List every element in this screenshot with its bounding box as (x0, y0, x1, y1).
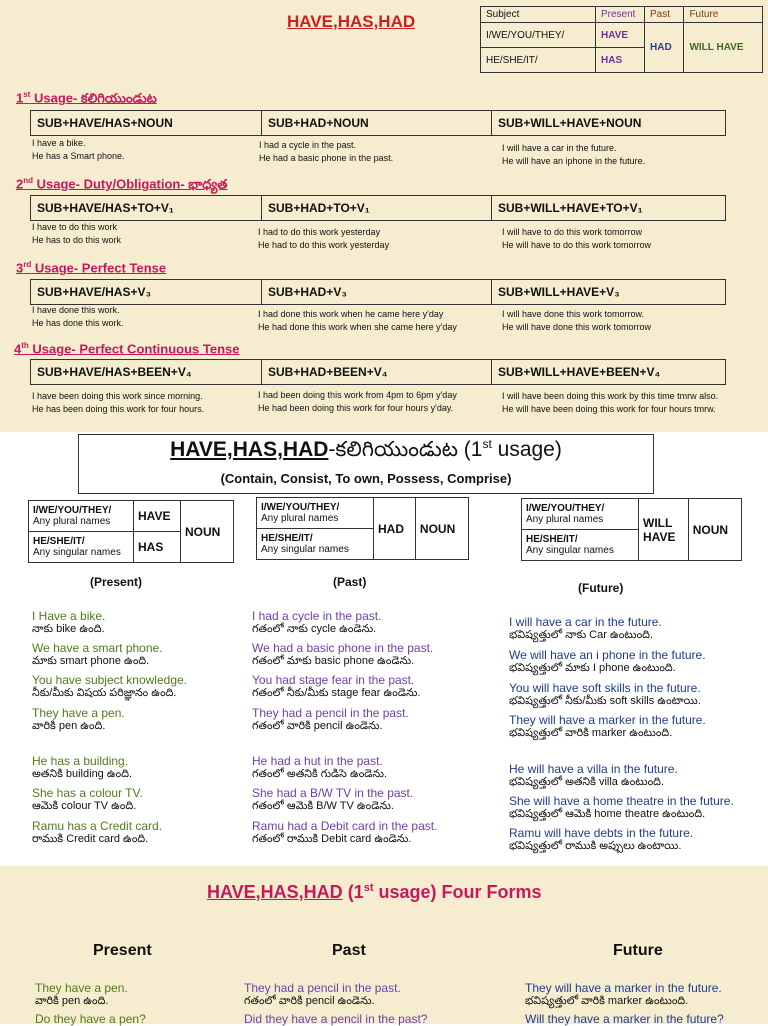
list-item: We had a basic phone in the past. గతంలో మాకు basic phone ఉండెను. (252, 641, 434, 667)
four-forms-future-list: They will have a marker in the future. భవిష్యత్తులో వారికి marker ఉంటుంది. Will they have a marker in the future? (525, 981, 724, 1026)
list-item: She had a B/W TV in the past. గతంలో ఆమెకి B/W TV ఉండెను. (252, 786, 414, 812)
usage-3-formula-present: SUB+HAVE/HAS+V₃ (37, 285, 152, 299)
usage-3-formula-past: SUB+HAD+V₃ (261, 280, 491, 304)
past-label: (Past) (333, 575, 367, 589)
list-item: She has a colour TV. ఆమెకి colour TV ఉంది. (32, 786, 143, 812)
formula-section (0, 0, 768, 432)
usage-3-examples-past: I had done this work when he came here y'day He had done this work when she came here y'day (258, 309, 457, 332)
past-sentences (252, 609, 437, 846)
summary-header-future: Future (684, 7, 763, 23)
usage-4-examples-past: I had been doing this work from 4pm to 6pm y'day He had been doing this work for four hours y'day. (258, 390, 457, 413)
present-pronoun-table: I/WE/YOU/THEY/ Any plural names HAVE NOUN HE/SHE/IT/ Any singular names HAS (28, 500, 234, 563)
usage-1-examples-future: I will have a car in the future. He will have an iphone in the future. (502, 143, 646, 166)
present-label: (Present) (90, 575, 143, 589)
future-sentences (509, 615, 734, 853)
usage-1-formula-past: SUB+HAD+NOUN (261, 111, 491, 135)
usage-2-heading: 2nd Usage- Duty/Obligation- భాధ్యత (16, 176, 228, 192)
usage-2-formula-future: SUB+WILL+HAVE+TO+V₁ (491, 196, 725, 220)
usage-4-examples-future: I will have been doing this work by this time tmrw also. He will have been doing this work for four hours tmrw. (502, 391, 719, 414)
list-item: We have a smart phone. మాకు smart phone ఉంది. (32, 641, 163, 667)
first-usage-subtitle: (Contain, Consist, To own, Possess, Comprise) (220, 471, 512, 486)
usage-4-formula-row (30, 359, 726, 385)
list-item: I Have a bike. నాకు bike ఉంది. (32, 609, 106, 635)
usage-4-formula-past: SUB+HAD+BEEN+V₄ (261, 360, 491, 384)
usage-4-formula-future: SUB+WILL+HAVE+BEEN+V₄ (491, 360, 725, 384)
usage-1-examples-present: I have a bike. He has a Smart phone. (32, 138, 125, 161)
four-forms-future-header: Future (613, 942, 663, 959)
four-forms-present-header: Present (93, 942, 152, 959)
summary-had: HAD (645, 23, 684, 73)
usage-3-examples-future: I will have done this work tomorrow. He will have done this work tomorrow (502, 309, 652, 332)
usage-2-examples-present: I have to do this work He has to do this work (32, 222, 122, 245)
page-title: HAVE,HAS,HAD (287, 12, 416, 31)
list-item: You have subject knowledge. నీకు/మీకు విషయ పరిజ్ఞానం ఉంది. (32, 673, 188, 699)
four-forms-past-header: Past (332, 942, 366, 959)
summary-header-past: Past (645, 7, 684, 23)
usage-3-formula-row (30, 279, 726, 305)
usage-4-examples-present: I have been doing this work since morning. He has been doing this work for four hours. (32, 391, 205, 414)
list-item: He had a hut in the past. గతంలో అతనికి గుడిసె ఉండెను. (252, 754, 388, 780)
future-pronoun-table: I/WE/YOU/THEY/ Any plural names WILL HAVE NOUN HE/SHE/IT/ Any singular names (521, 498, 742, 561)
present-sentences (32, 609, 187, 846)
list-item: He will have a villa in the future. భవిష్యత్తులో అతనికి villa ఉంటుంది. (509, 762, 678, 788)
usage-4-heading: 4th Usage- Perfect Continuous Tense (14, 341, 240, 357)
list-item: Ramu will have debts in the future. భవిష్యత్తులో రాముకి అప్పులు ఉంటాయి. (509, 826, 694, 852)
list-item: We will have an i phone in the future. భవిష్యత్తులో మాకు I phone ఉంటుంది. (509, 648, 706, 674)
list-item: They will have a marker in the future. భవిష్యత్తులో వారికి marker ఉంటుంది. (509, 713, 706, 739)
list-item: He has a building. అతనికి building ఉంది. (32, 754, 133, 780)
first-usage-title-box (78, 434, 654, 494)
list-item: Ramu has a Credit card. రాముకి Credit card ఉంది. (32, 819, 163, 845)
future-will-have: WILL HAVE (639, 499, 689, 561)
list-item: They had a pencil in the past. గతంలో వారికి pencil ఉండెను. (252, 706, 409, 732)
summary-plural-subject: I/WE/YOU/THEY/ (481, 23, 596, 48)
summary-will-have: WILL HAVE (684, 23, 763, 73)
four-forms-title: HAVE,HAS,HAD (1st usage) Four Forms (207, 882, 542, 902)
past-noun: NOUN (415, 498, 468, 560)
usage-3-examples-present: I have done this work. He has done this work. (32, 305, 124, 328)
usage-1-examples-past: I had a cycle in the past. He had a basic phone in the past. (259, 140, 394, 163)
summary-have: HAVE (596, 23, 645, 48)
summary-singular-subject: HE/SHE/IT/ (481, 48, 596, 73)
usage-1-formula-future: SUB+WILL+HAVE+NOUN (491, 111, 725, 135)
usage-4-formula-present: SUB+HAVE/HAS+BEEN+V₄ (37, 365, 192, 379)
usage-3-heading: 3rd Usage- Perfect Tense (16, 260, 167, 276)
present-noun: NOUN (181, 501, 234, 563)
future-label: (Future) (578, 581, 624, 595)
usage-1-heading: 1st Usage- కలిగియుండుట (16, 90, 157, 106)
usage-3-formula-future: SUB+WILL+HAVE+V₃ (491, 280, 725, 304)
present-has: HAS (134, 532, 181, 563)
four-forms-present-list: They have a pen. వారికి pen ఉంది. Do they have a pen? (35, 981, 146, 1026)
list-item: They have a pen. వారికి pen ఉంది. (32, 706, 125, 732)
summary-header-subject: Subject (481, 7, 596, 23)
four-forms-past-list: They had a pencil in the past. గతంలో వారికి pencil ఉండెను. Did they have a pencil in the past? (244, 981, 428, 1026)
usage-1-formula-present: SUB+HAVE/HAS+NOUN (37, 116, 173, 130)
list-item: I had a cycle in the past. గతంలో నాకు cycle ఉండెను. (252, 609, 382, 635)
summary-header-present: Present (596, 7, 645, 23)
list-item: You will have soft skills in the future. భవిష్యత్తులో నీకు/మీకు soft skills ఉంటాయి. (509, 681, 701, 707)
future-noun: NOUN (688, 499, 741, 561)
list-item: You had stage fear in the past. గతంలో నీకు/మీకు stage fear ఉండెను. (252, 673, 421, 699)
past-had: HAD (374, 498, 416, 560)
four-forms-section (0, 866, 768, 1024)
usage-2-examples-past: I had to do this work yesterday He had to do this work yesterday (258, 227, 390, 250)
usage-2-formula-present: SUB+HAVE/HAS+TO+V₁ (37, 201, 174, 215)
usage-2-formula-past: SUB+HAD+TO+V₁ (261, 196, 491, 220)
usage-2-examples-future: I will have to do this work tomorrow He will have to do this work tomorrow (502, 227, 652, 250)
usage-1-formula-row (30, 110, 726, 136)
present-have: HAVE (134, 501, 181, 532)
summary-has: HAS (596, 48, 645, 73)
list-item: I will have a car in the future. భవిష్యత్తులో నాకు Car ఉంటుంది. (509, 615, 662, 641)
first-usage-title: HAVE,HAS,HAD-కలిగియుండుట (1st usage) (170, 437, 562, 461)
list-item: She will have a home theatre in the future. భవిష్యత్తులో ఆమెకి home theatre ఉంటుంది. (509, 794, 734, 820)
list-item: Ramu had a Debit card in the past. గతంలో రాముకి Debit card ఉండెను. (252, 819, 438, 845)
summary-table (480, 6, 763, 73)
past-pronoun-table: I/WE/YOU/THEY/ Any plural names HAD NOUN HE/SHE/IT/ Any singular names (256, 497, 469, 560)
usage-2-formula-row (30, 195, 726, 221)
